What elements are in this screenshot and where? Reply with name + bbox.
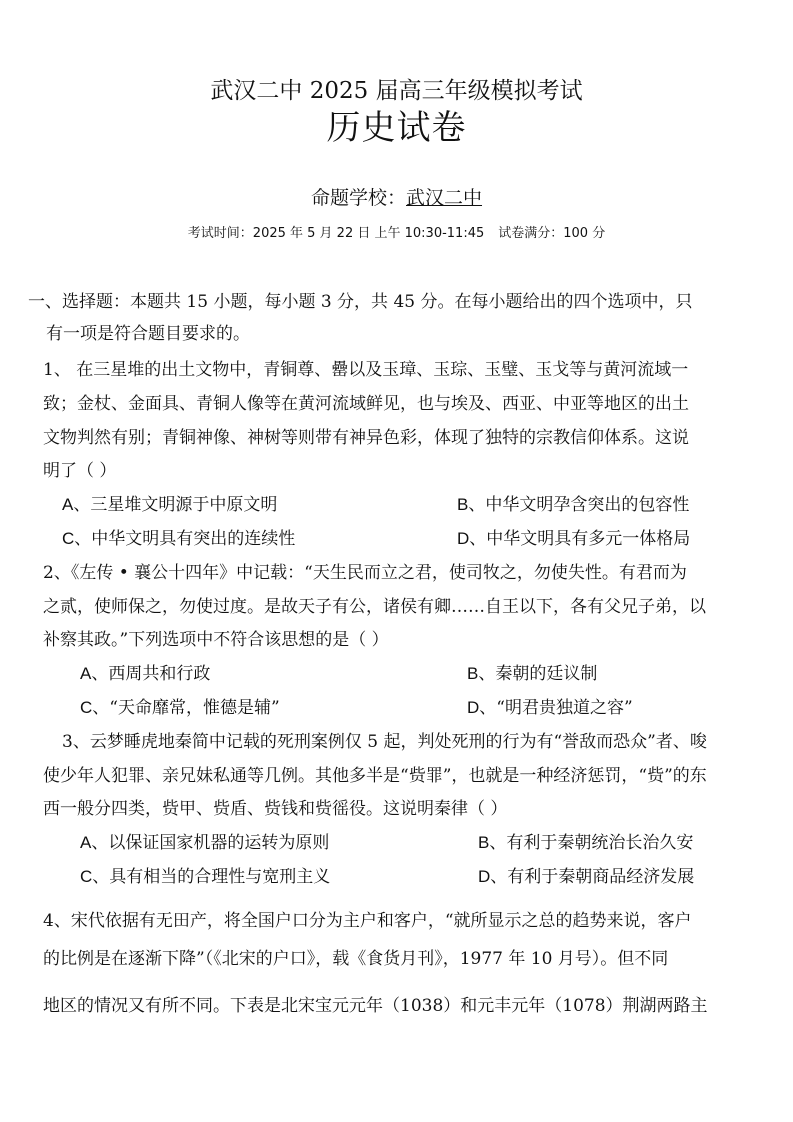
question-text-line: 致；金杖、金面具、青铜人像等在黄河流域鲜见，也与埃及、西亚、中亚等地区的出土 [43, 394, 689, 414]
option-a[interactable]: A、以保证国家机器的运转为原则 [80, 833, 330, 853]
question-text-line: 3、云梦睡虎地秦简中记载的死刑案例仅 5 起，判处死刑的行为有“誉敌而恐众”者、唆 [62, 732, 707, 752]
school-label: 命题学校： [310, 187, 406, 209]
option-b[interactable]: B、中华文明孕含突出的包容性 [457, 495, 690, 515]
question-text-line: 4、宋代依据有无田产，将全国户口分为主户和客户，“就所显示之总的趋势来说，客户 [43, 911, 692, 931]
question-text-line: 补察其政。”下列选项中不符合该思想的是（ ） [43, 630, 389, 650]
school-name: 武汉二中 [406, 187, 483, 209]
option-a[interactable]: A、三星堆文明源于中原文明 [62, 495, 278, 515]
option-b[interactable]: B、有利于秦朝统治长治久安 [478, 833, 694, 853]
section-heading-line-2: 有一项是符合题目要求的。 [46, 324, 250, 344]
option-d[interactable]: D、有利于秦朝商品经济发展 [478, 867, 695, 887]
question-text-line: 1、 在三星堆的出土文物中，青铜尊、罍以及玉璋、玉琮、玉璧、玉戈等与黄河流域一 [43, 360, 689, 380]
section-heading-line-1: 一、选择题：本题共 15 小题，每小题 3 分，共 45 分。在每小题给出的四个选项中，只 [28, 292, 693, 312]
exam-score: 试卷满分：100 分 [498, 226, 606, 241]
question-text-line: 使少年人犯罪、亲兄妹私通等几例。其他多半是“赀罪”，也就是一种经济惩罚，“赀”的东 [43, 766, 707, 786]
option-d[interactable]: D、中华文明具有多元一体格局 [457, 529, 691, 549]
option-d[interactable]: D、“明君贵独道之容” [467, 698, 633, 718]
question-text-line: 的比例是在逐渐下降”（《北宋的户口》，载《食货月刊》，1977 年 10 月号）。但不同 [43, 949, 669, 969]
school-line [0, 183, 793, 210]
exam-title: 武汉二中 2025 届高三年级模拟考试 [210, 78, 583, 104]
question-text-line: 明了（ ） [43, 461, 117, 481]
option-c[interactable]: C、具有相当的合理性与宽刑主义 [80, 867, 331, 887]
question-text-line: 文物判然有别；青铜神像、神树等则带有神异色彩，体现了独特的宗教信仰体系。这说 [43, 428, 689, 448]
question-text-line: 2、《左传 • 襄公十四年》中记载：“天生民而立之君，使司牧之，勿使失性。有君而为 [43, 563, 687, 583]
option-c[interactable]: C、“天命靡常，惟德是辅” [80, 698, 280, 718]
exam-meta [0, 222, 793, 241]
question-text-line: 之贰，使师保之，勿使过度。是故天子有公，诸侯有卿……自王以下，各有父兄子弟，以 [43, 597, 706, 617]
exam-time: 考试时间：2025 年 5 月 22 日 上午 10:30-11:45 [187, 226, 485, 241]
option-b[interactable]: B、秦朝的廷议制 [467, 664, 598, 684]
option-c[interactable]: C、中华文明具有突出的连续性 [62, 529, 296, 549]
subject-title: 历史试卷 [326, 108, 467, 148]
option-a[interactable]: A、西周共和行政 [80, 664, 211, 684]
question-text-line: 地区的情况又有所不同。下表是北宋宝元元年（1038）和元丰元年（1078）荆湖两路主 [43, 996, 708, 1016]
question-text-line: 西一般分四类，赀甲、赀盾、赀钱和赀徭役。这说明秦律（ ） [43, 799, 508, 819]
